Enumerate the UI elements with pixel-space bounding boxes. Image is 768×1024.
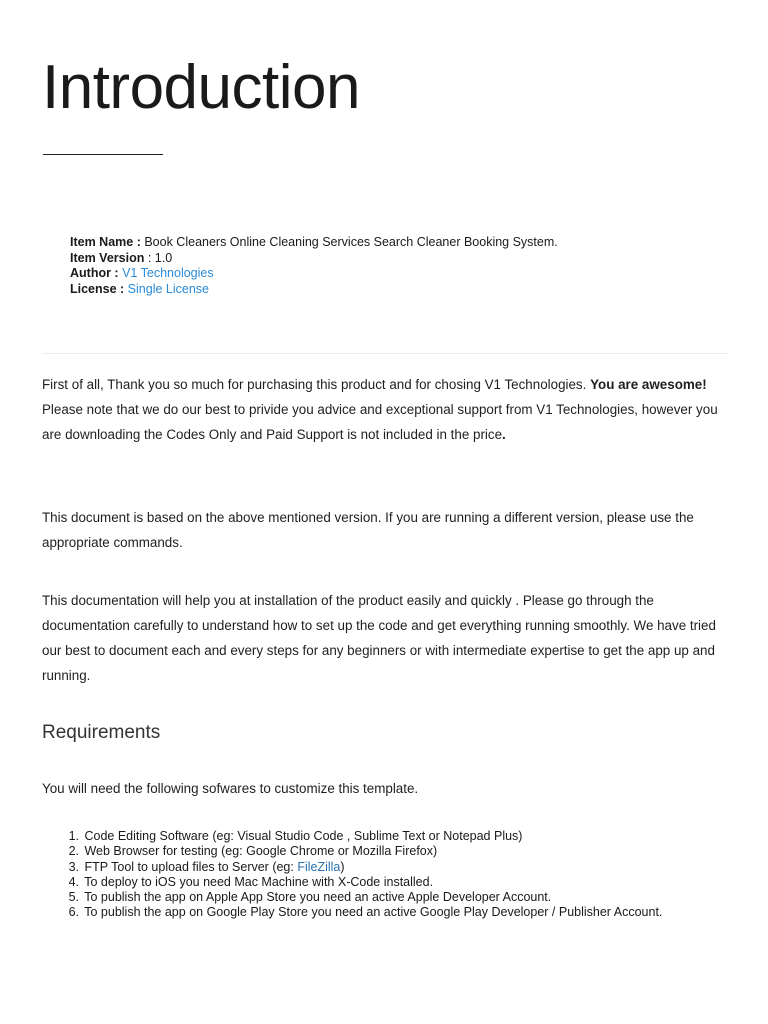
license-row [70,282,558,298]
list-item: 4. To deploy to iOS you need Mac Machine with X-Code installed. [68,874,434,889]
requirements-intro: You will need the following sofwares to customize this template. [42,781,419,796]
item-version-row [70,251,558,267]
item-version-value: : 1.0 [147,250,173,265]
list-item: 6. To publish the app on Google Play Store you need an active Google Play Developer / Publisher Account. [68,905,663,920]
item-version-label: Item Version [70,250,145,265]
requirements-heading: Requirements [42,722,161,743]
item-name-label: Item Name : [70,235,141,249]
thanks-paragraph [42,372,732,447]
item-meta [70,235,558,297]
filezilla-link[interactable]: FileZilla [297,859,341,874]
support-note: Please note that we do our best to privide you advice and exceptional support from V1 Technologies, however you are downloading the Codes Only and Paid Support is not included in the price [42,402,718,442]
author-link[interactable]: V1 Technologies [122,266,214,280]
author-label: Author : [70,266,119,280]
page-title: Introduction [42,53,360,122]
item-name-value: Book Cleaners Online Cleaning Services Search Cleaner Booking System. [144,235,558,249]
thanks-text: First of all, Thank you so much for purchasing this product and for chosing V1 Technologies. [42,377,587,392]
license-link[interactable]: Single License [127,281,209,296]
requirements-list [64,829,662,921]
list-item: 3. FTP Tool to upload files to Server (eg: FileZilla) [68,859,345,874]
thanks-bold: You are awesome! [590,377,707,392]
list-item: 5. To publish the app on Apple App Store you need an active Apple Developer Account. [68,890,552,905]
documentation-paragraph: This documentation will help you at installation of the product easily and quickly . Please go through the documentation carefully to understand how to set up the code and get everything running smoothly. We have tried our best to document each and every steps for any beginners or with intermediate expertise to get the app up and running. [42,593,716,683]
title-underline [43,154,163,155]
license-label: License : [70,281,125,296]
version-paragraph: This document is based on the above mentioned version. If you are running a different version, please use the appropriate commands. [42,510,694,550]
list-item: 1. Code Editing Software (eg: Visual Studio Code , Sublime Text or Notepad Plus) [68,829,523,843]
author-row [70,266,558,282]
support-note-end: . [502,427,506,442]
list-item: 2. Web Browser for testing (eg: Google Chrome or Mozilla Firefox) [68,844,438,859]
section-divider [42,353,728,354]
item-name-row [70,235,558,251]
